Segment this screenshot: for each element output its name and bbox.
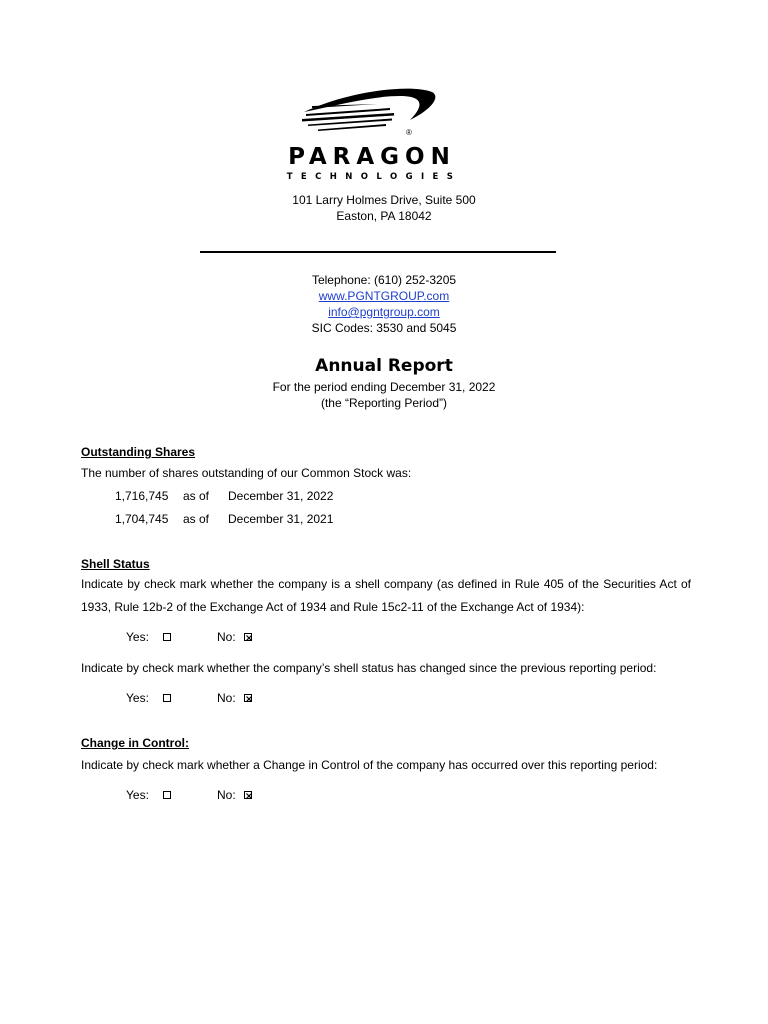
outstanding-shares-heading: Outstanding Shares [81,445,196,459]
no-checkbox-checked[interactable] [244,633,252,641]
website-link[interactable]: www.PGNTGROUP.com [318,289,450,303]
change-in-control-question: Indicate by check mark whether a Change in Control of the company has occurred over this reporting period: [81,758,658,772]
logo-subtitle: TECHNOLOGIES [286,172,462,182]
address-line-1: 101 Larry Holmes Drive, Suite 500 [292,193,476,207]
no-label: No: [217,691,236,705]
period-note: (the “Reporting Period”) [320,396,448,410]
period-line: For the period ending December 31, 2022 [272,380,496,394]
shares-date: December 31, 2021 [228,512,334,526]
yes-checkbox[interactable] [163,633,171,641]
no-checkbox-checked[interactable] [244,694,252,702]
swoosh-logo-icon [282,86,462,142]
yes-checkbox[interactable] [163,694,171,702]
yes-label: Yes: [126,788,149,802]
no-label: No: [217,788,236,802]
no-label: No: [217,630,236,644]
report-title: Annual Report [315,356,453,376]
check-x-icon [245,634,253,642]
shell-status-question-2: Indicate by check mark whether the company’s shell status has changed since the previous reporting period: [81,661,657,675]
shares-value: 1,704,745 [115,512,169,526]
website-link-row [0,288,768,304]
shell-status-heading: Shell Status [81,557,150,571]
change-in-control-heading: Change in Control: [81,736,189,750]
logo-wordmark: PARAGON [288,144,456,170]
address-line-2: Easton, PA 18042 [336,209,432,223]
email-link-row [0,304,768,320]
as-of-label: as of [183,489,210,503]
shares-date: December 31, 2022 [228,489,334,503]
shell-status-question-1: Indicate by check mark whether the company is a shell company (as defined in Rule 405 of the Securities Act of 1933, Rule 12b-2 of the Exchange Act of 1934 and Rule 15c2-11 of the Exchange Act of 1934): [81,577,691,614]
yes-checkbox[interactable] [163,791,171,799]
registered-mark: ® [406,128,412,137]
no-checkbox-checked[interactable] [244,791,252,799]
divider [200,251,556,253]
yes-label: Yes: [126,691,149,705]
yes-label: Yes: [126,630,149,644]
as-of-label: as of [183,512,210,526]
telephone: Telephone: (610) 252-3205 [311,273,457,287]
paragon-logo [282,86,462,186]
email-link[interactable]: info@pgntgroup.com [328,305,440,319]
check-x-icon [245,792,253,800]
outstanding-shares-intro: The number of shares outstanding of our Common Stock was: [81,466,412,480]
check-x-icon [245,695,253,703]
sic-codes: SIC Codes: 3530 and 5045 [311,321,457,335]
shares-value: 1,716,745 [115,489,169,503]
